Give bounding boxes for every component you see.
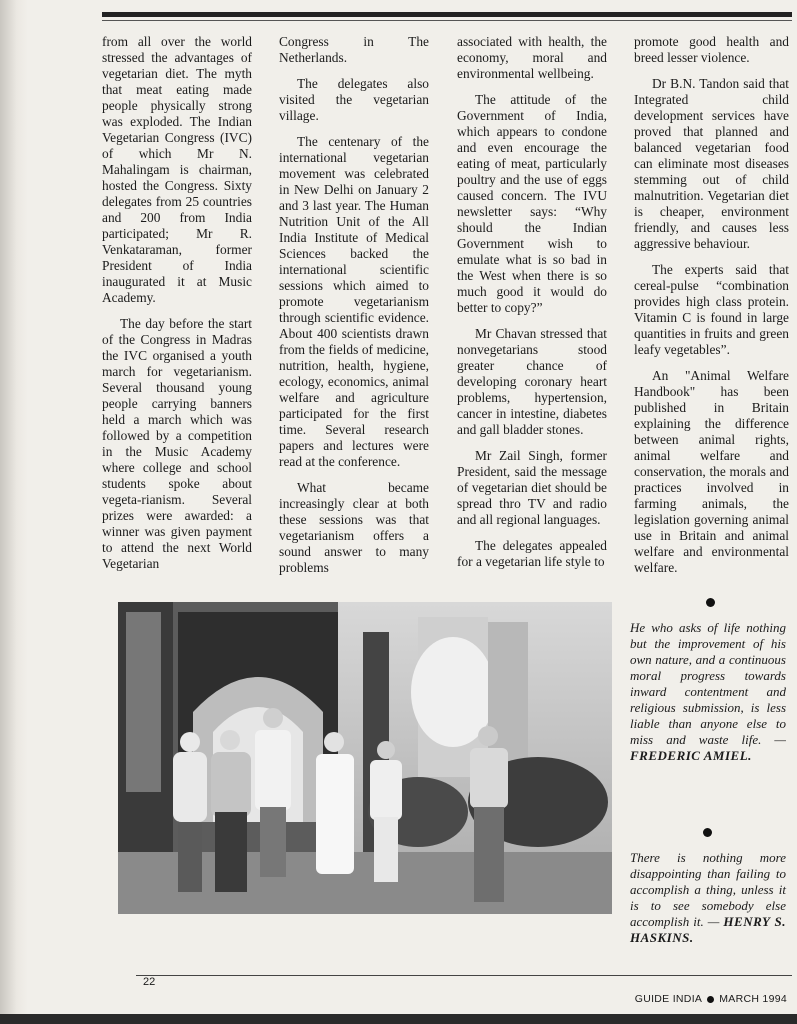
separator-bullet — [703, 828, 712, 837]
paragraph: Mr Zail Singh, former President, said the message of vegetarian diet should be spread thro TV and radio and all regional languages. — [457, 448, 607, 527]
article-column-1 — [102, 34, 252, 582]
paragraph: The delegates also visited the vegetarian village. — [279, 76, 429, 123]
page-binding-shadow — [0, 0, 28, 1024]
paragraph: Mr Chavan stressed that nonvegetarians stood greater chance of developing coronary heart problems, hypertension, cancer in intestine, diabetes and gall bladder stones. — [457, 326, 607, 437]
top-rule-thin — [102, 20, 792, 21]
paragraph: associated with health, the economy, moral and environmental wellbeing. — [457, 34, 607, 81]
publication-name: GUIDE INDIA — [634, 993, 703, 1005]
article-column-2 — [279, 34, 429, 586]
paragraph: from all over the world stressed the advantages of vegetarian diet. The myth that meat eating made people physically strong was exploded. The Indian Vegetarian Congress (IVC) of which Mr N. Mahalingam is chairman, hosted the Congress. Sixty delegates from 25 countries and 200 from India participated; Mr R. Venkataraman, former President of India inaugurated it at Music Academy. — [102, 34, 252, 305]
quote-text: He who asks of life nothing but the improvement of his own nature, and a continuous moral progress towards inward contentment and religious submission, is less liable than anyone else to miss and waste life. — — [630, 620, 786, 747]
quote-block — [630, 620, 786, 764]
separator-bullet — [706, 598, 715, 607]
paragraph: An "Animal Welfare Handbook" has been published in Britain explaining the difference between animal rights, animal welfare and conservation, the morals and practices involved in farming animals, the legislation governing animal use in Britain and animal welfare and environmental welfare. — [634, 368, 789, 575]
article-column-3 — [457, 34, 607, 580]
paragraph: The day before the start of the Congress in Madras the IVC organised a youth march for vegetarianism. Several thousand young people carrying banners held a march which was followed by a competition in the Music Academy where college and school students spoke about vegeta-rianism. Several prizes were awarded: a winner was given payment to attend the next World Vegetarian — [102, 316, 252, 571]
paragraph: The centenary of the international vegetarian movement was celebrated in New Delhi on January 2 and 3 last year. The Human Nutrition Unit of the All India Institute of Medical Sciences backed the international scientific sessions which aimed to promote vegetarianism through scientific evidence. About 400 scientists drawn from the fields of medicine, nutrition, health, hygiene, ecology, economics, animal welfare and agriculture participated for the first time. Several research papers and lectures were read at the conference. — [279, 134, 429, 469]
paragraph: Congress in The Netherlands. — [279, 34, 429, 65]
footer-publication-line — [635, 993, 787, 1005]
page-number: 22 — [143, 976, 156, 988]
quote-author: FREDERIC AMIEL. — [630, 748, 752, 763]
paragraph: The attitude of the Government of India, which appears to condone and even encourage the eating of meat, particularly poultry and the use of eggs caused concern. The IVU newsletter says: “Why should the Indian Government wish to emulate what is so bad in the West when there is so much good it would do better to copy?” — [457, 92, 607, 315]
paragraph: The delegates appealed for a vegetarian life style to — [457, 538, 607, 569]
quote-author: HENRY S. HASKINS. — [630, 914, 787, 945]
delegates-photograph — [118, 602, 612, 914]
quote-text: There is nothing more disappointing than failing to accomplish a thing, unless it is to see somebody else accomplish it. — — [630, 850, 786, 929]
footer-rule — [136, 975, 792, 976]
footer-bullet — [707, 996, 714, 1003]
paragraph: Dr B.N. Tandon said that Integrated child development services have proved that planned and balanced vegetarian food can eliminate most diseases stemming out of child malnutrition. Vegetarian diet is cheaper, environment friendly, and causes less aggressive behaviour. — [634, 76, 789, 251]
paragraph: What became increasingly clear at both these sessions was that vegetarianism offers a sound answer to many problems — [279, 480, 429, 575]
quote-block — [630, 850, 786, 946]
paragraph: promote good health and breed lesser violence. — [634, 34, 789, 65]
paragraph: The experts said that cereal-pulse “combination provides high class protein. Vitamin C is found in large quantities in fruits and green leafy vegetables”. — [634, 262, 789, 357]
top-rule — [102, 12, 792, 17]
article-column-4 — [634, 34, 789, 586]
bottom-edge — [0, 1014, 797, 1024]
issue-date: MARCH 1994 — [719, 993, 787, 1005]
